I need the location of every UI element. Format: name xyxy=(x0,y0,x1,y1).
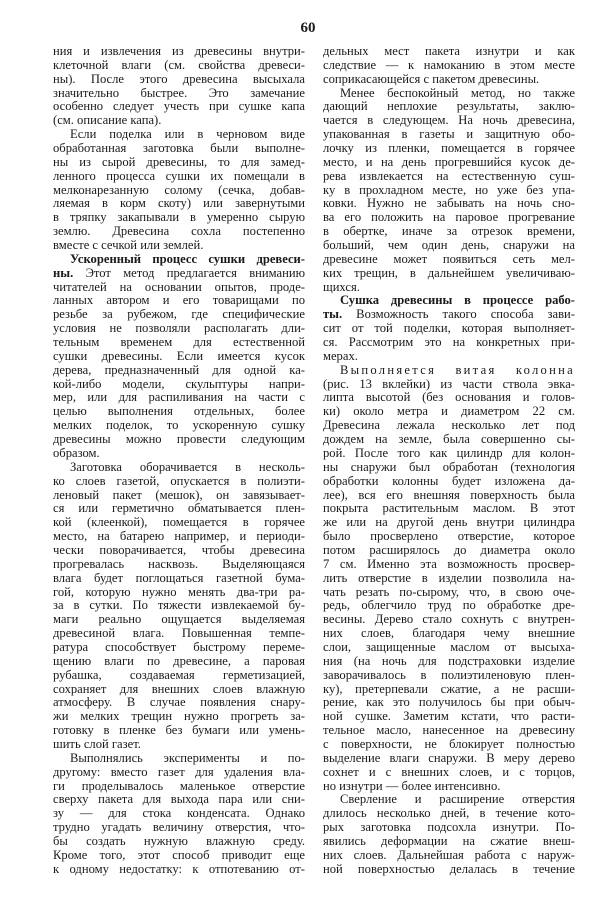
text-line: длилось несколько дней, в течение кото- xyxy=(323,806,575,821)
text-line: ковки. Нужно не забывать на ночь сно- xyxy=(323,196,575,211)
paragraph xyxy=(53,461,305,752)
text-line: сохнет и с внешних слоев, и с торцов, xyxy=(323,764,575,779)
text-line: вместе с сечкой или землей. xyxy=(53,238,204,253)
section-heading: Сушка древесины в процессе рабо- xyxy=(340,293,575,308)
text-line: трудно угадать величину отверстия, что- xyxy=(53,820,305,835)
section-heading: ны. xyxy=(53,265,74,280)
text-line: в тряпку закапывали в умеренно сырую xyxy=(53,210,305,225)
text-line: гой, которую нужно менять два-три ра- xyxy=(53,584,305,599)
paragraph xyxy=(323,294,575,363)
text-line: (см. описание капа). xyxy=(53,113,162,128)
text-line: сушки древесины. Если имеется кусок xyxy=(53,348,305,363)
text-line: маги реально ощущается выделяемая xyxy=(53,612,305,627)
text-line: тельным временем для естественной xyxy=(53,335,305,350)
text-line: мелконарезанную солому (сечка, добав- xyxy=(53,182,305,197)
text-line: древесины можно провести следующим xyxy=(53,432,305,447)
text-line: место, и на день прогревшийся кусок де- xyxy=(323,154,575,169)
paragraph xyxy=(53,45,305,128)
text-line: выделение влаги снаружи. В меру дерево xyxy=(323,750,575,765)
text-line: больший, чем один день, снаружи на xyxy=(323,238,575,253)
section-heading: Ускоренный процесс сушки древеси- xyxy=(70,251,305,266)
paragraph xyxy=(323,793,575,876)
text-line: потом расширялось до диаметра около xyxy=(323,542,575,557)
text-line: соприкасающейся с пакетом древесины. xyxy=(323,71,540,86)
text-line: Выполняется витая колонна xyxy=(340,362,575,377)
text-line: за в сутки. По тяжести извлекаемой бу- xyxy=(53,598,305,613)
text-line: сит от той поделки, которая выполняет- xyxy=(323,321,575,336)
text-line: дающий неплохие результаты, заклю- xyxy=(323,99,575,114)
text-line: было просверлено отверстие, которое xyxy=(323,529,575,544)
text-line xyxy=(323,308,575,322)
text-line: жи мелких трещин нужно прогреть за- xyxy=(53,709,305,724)
text-line: условия не позволяли располагать дли- xyxy=(53,321,305,336)
paragraph xyxy=(323,87,575,295)
text-run: Возможность такого способа зави- xyxy=(342,307,575,322)
text-line: кой (клеенкой), помещается в горячее xyxy=(53,515,305,530)
text-line: но изнутри — более интенсивно. xyxy=(323,778,501,793)
text-line: с поверхности, не блокирует полностью xyxy=(323,736,575,751)
text-line xyxy=(323,294,575,308)
text-line: целью выполнения отдельных, более xyxy=(53,404,305,419)
text-line: леновый пакет (мешок), он завязывает- xyxy=(53,487,305,502)
text-line: дождем на земле, была совершенно сы- xyxy=(323,432,575,447)
text-line: рубашка, создаваемая герметизацией, xyxy=(53,667,305,682)
text-line: липта высотой (без основания и голов- xyxy=(323,390,575,405)
text-line: лее), вся его внешняя поверхность была xyxy=(323,487,575,502)
text-line: обработки колонны будет изложена да- xyxy=(323,473,575,488)
paragraph xyxy=(323,364,575,794)
text-line xyxy=(53,253,305,267)
text-line: них слоев, благодаря чему внешние xyxy=(323,626,575,641)
text-line: дерева, предназначенный для одной ка- xyxy=(53,362,305,377)
text-line: сверху пакета для выхода пара или сни- xyxy=(53,792,305,807)
text-line: ны). После этого древесина высыхала xyxy=(53,71,305,86)
text-line: землю. Древесина сохла постепенно xyxy=(53,224,305,239)
text-line: мелких поделок, то ускоренную сушку xyxy=(53,418,305,433)
text-line: тельное масло, нанесенное на древесину xyxy=(323,723,575,738)
text-line: ляемая в корм скоту) или завернутыми xyxy=(53,196,305,211)
text-line: Заготовка оборачивается в несколь- xyxy=(70,459,305,474)
text-line: сохраняет для внешних слоев влажную xyxy=(53,681,305,696)
text-line: готовку в пленке без бумаги или умень- xyxy=(53,723,305,738)
text-line: щихся. xyxy=(323,279,360,294)
paragraph xyxy=(53,128,305,253)
text-line: Кроме того, этот способ приводит еще xyxy=(53,847,305,862)
text-line: древесине может появиться сеть мел- xyxy=(323,251,575,266)
text-line: Менее беспокойный метод, но также xyxy=(340,85,575,100)
text-line: ги проделывалось маленькое отверстие xyxy=(53,778,305,793)
text-line: ки) около метра и диаметром 22 см. xyxy=(323,404,575,419)
text-line: ку), претерпевали сжатие, а не расши- xyxy=(323,681,575,696)
text-line: шить слой газет. xyxy=(53,736,141,751)
text-line: в обертке, иначе за отрезок времени, xyxy=(323,224,575,239)
text-line: Если поделка или в черновом виде xyxy=(70,127,305,142)
text-line: к одному недостатку: к отпотеванию от- xyxy=(53,861,305,876)
text-line: лить отверстие в изделии позволила на- xyxy=(323,570,575,585)
text-line: рение, как это получилось бы при обыч- xyxy=(323,695,575,710)
text-line: ких трещин, в дальнейшем увеличиваю- xyxy=(323,265,575,280)
paragraph xyxy=(53,253,305,461)
text-line: редь, облегчило труд по обработке дре- xyxy=(323,598,575,613)
text-line: щению влаги по древесине, а паровая xyxy=(53,653,305,668)
text-line: атмосферу. В случае появления снару- xyxy=(53,695,305,710)
text-line: кой-либо модели, скульптуры напри- xyxy=(53,376,305,391)
text-line: Древесина лежала несколько лет под xyxy=(323,418,575,433)
text-line: рых заготовка подсохла изнутри. По- xyxy=(323,820,575,835)
text-line: обработанная заготовка были выполне- xyxy=(53,141,305,156)
text-line: ния (на ночь для подстраховки изделие xyxy=(323,653,575,668)
text-column-right xyxy=(323,45,575,877)
text-line: них слоев. Дальнейшая работа с наруж- xyxy=(323,847,575,862)
text-line xyxy=(53,267,305,281)
text-line: ленного процесса сушки их помещали в xyxy=(53,168,305,183)
page-number: 60 xyxy=(300,20,316,36)
text-line: ланных автором и его товарищами по xyxy=(53,293,305,308)
text-line: ва его положить на паровое прогревание xyxy=(323,210,575,225)
section-heading: ты. xyxy=(323,307,343,322)
text-line: весины. Дерево стало сохнуть с внутрен- xyxy=(323,612,575,627)
text-line: покрыта растительным маслом. В этот xyxy=(323,501,575,516)
text-line: место, на батарею например, и периоди- xyxy=(53,529,305,544)
text-line: рева извлекается на естественную суш- xyxy=(323,168,575,183)
text-line: чается в следующем. На ночь древесина, xyxy=(323,113,575,128)
text-line: бы создать нужную влажную среду. xyxy=(53,833,305,848)
text-line: древесиной влага. Повышенная темпе- xyxy=(53,626,305,641)
text-line: образом. xyxy=(53,445,100,460)
text-line: зу — для стока конденсата. Однако xyxy=(53,806,305,821)
text-line: ной поверхностью делалась в течение xyxy=(323,861,575,876)
text-line: ку в прохладном месте, но уже без упа- xyxy=(323,182,575,197)
text-line: клеточной влаги (см. свойства древеси- xyxy=(53,57,305,72)
text-line: же или на другой день внутри цилиндра xyxy=(323,515,575,530)
text-line: ся. Рассмотрим это на конкретных при- xyxy=(323,335,575,350)
text-column-left xyxy=(53,45,305,877)
text-run: Этот метод предлагается вниманию xyxy=(73,265,305,280)
text-line: ны снаружи был обработан (технология xyxy=(323,459,575,474)
text-line: Сверление и расширение отверстия xyxy=(340,792,575,807)
text-line: другому: вместо газет для удаления вла- xyxy=(53,764,305,779)
text-line: Выполнялись эксперименты и по- xyxy=(70,750,305,765)
text-line: ния и извлечения из древесины внутри- xyxy=(53,44,305,58)
text-line: значительно быстрее. Это замечание xyxy=(53,85,305,100)
text-line: мерах. xyxy=(323,348,358,363)
text-line: мер, или для распиливания на части с xyxy=(53,390,305,405)
text-line: влага будет поглощаться газетной бума- xyxy=(53,570,305,585)
text-line: рой. После того как цилиндр для колон- xyxy=(323,445,575,460)
text-line: ны из сырой древесины, то для замед- xyxy=(53,154,305,169)
text-line: чески поворачивается, чтобы древесина xyxy=(53,542,305,557)
text-line: дельных мест пакета изнутри и как xyxy=(323,44,575,58)
text-line: заворачивалось в полиэтиленовую плен- xyxy=(323,667,575,682)
text-line: явились деформации на сжатие внеш- xyxy=(323,833,575,848)
paragraph xyxy=(53,752,305,877)
text-line: следствие — к намоканию в этом месте xyxy=(323,57,575,72)
text-line: ся или герметично обматывается плен- xyxy=(53,501,305,516)
text-line: лочку из пленки, помещается в горячее xyxy=(323,141,575,156)
text-line: ко слоев газетой, опускается в полиэти- xyxy=(53,473,305,488)
text-line: ной сушке. Заметим кстати, что расти- xyxy=(323,709,575,724)
text-line: чать резать по-сырому, что, в свою оче- xyxy=(323,584,575,599)
text-line: особенно следует учесть при сушке капа xyxy=(53,99,305,114)
text-line: упакованная в газеты и защитную обо- xyxy=(323,127,575,142)
text-line: резьбе за рубежом, где специфические xyxy=(53,307,305,322)
text-line: прогревалась насквозь. Выделяющаяся xyxy=(53,556,305,571)
text-line: 7 см. Именно эта возможность просвер- xyxy=(323,556,575,571)
text-line: слои, защищенные маслом от высыха- xyxy=(323,639,575,654)
text-line: читателей на основании опытов, проде- xyxy=(53,279,305,294)
text-line: (рис. 13 вклейки) из части ствола эвка- xyxy=(323,376,575,391)
text-line: ратура способствует быстрому переме- xyxy=(53,639,305,654)
paragraph xyxy=(323,45,575,87)
